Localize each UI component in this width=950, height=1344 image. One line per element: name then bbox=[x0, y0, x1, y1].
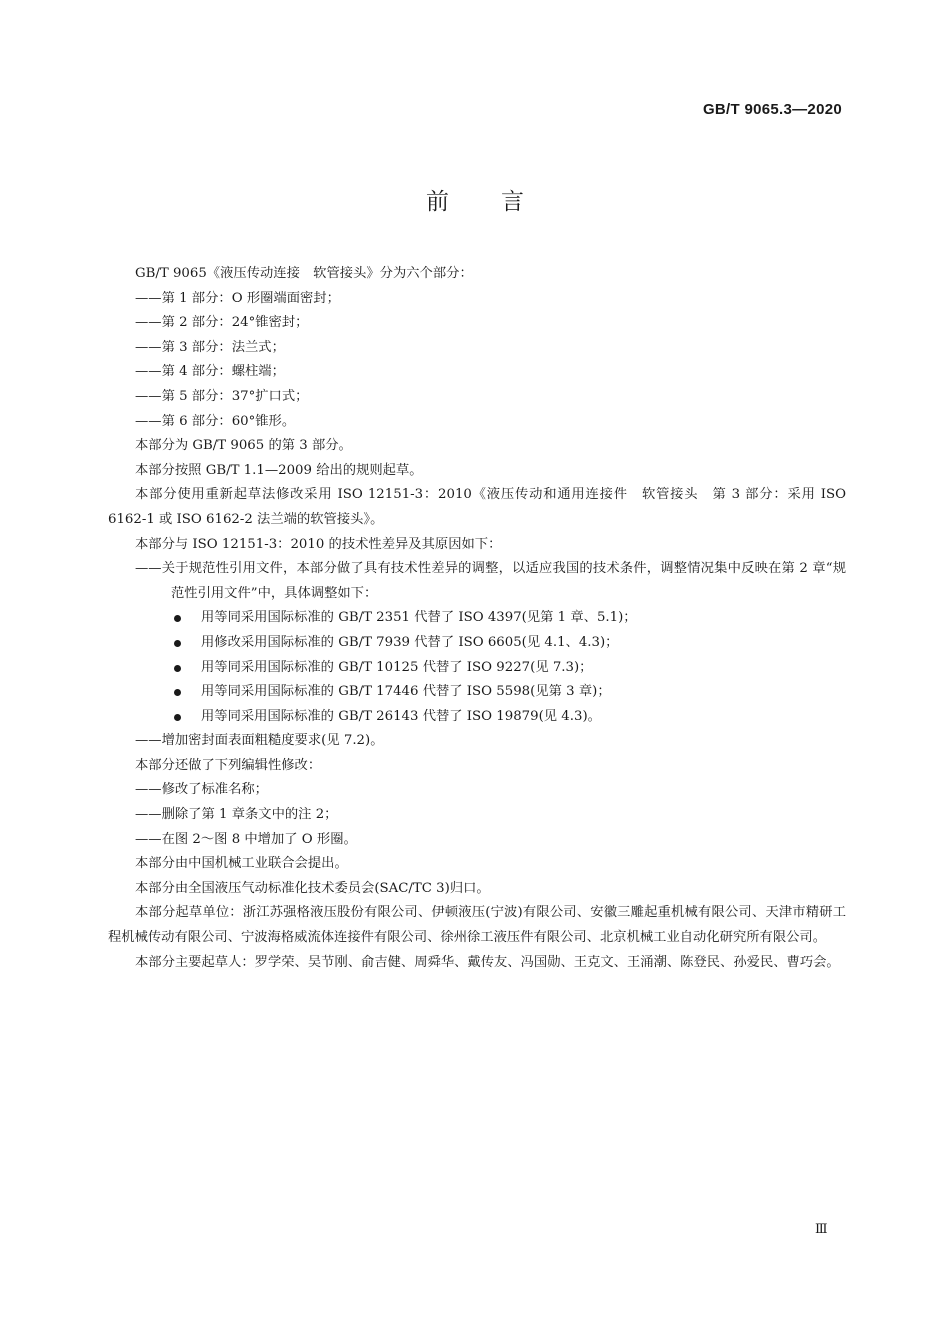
centralized-paragraph: 本部分由全国液压气动标准化技术委员会(SAC/TC 3)归口。 bbox=[135, 880, 490, 896]
adjust-bullet-text: 用等同采用国际标准的 GB/T 10125 代替了 ISO 9227(见 7.3)； bbox=[201, 659, 593, 675]
bullet-dot-icon bbox=[174, 689, 181, 696]
adjust-bullet bbox=[108, 631, 846, 656]
adjust-bullet-text: 用修改采用国际标准的 GB/T 7939 代替了 ISO 6605(见 4.1、4.3)； bbox=[201, 634, 619, 650]
differences-paragraph: 本部分与 ISO 12151-3：2010 的技术性差异及其原因如下： bbox=[135, 536, 502, 552]
part-list-item: ——第 6 部分：60°锥形。 bbox=[135, 413, 296, 429]
adoption-paragraph: 本部分使用重新起草法修改采用 ISO 12151-3：2010《液压传动和通用连接件 软管接头 第 3 部分：采用 ISO 6162-1 或 ISO 6162-2 法兰端的软管接头》。 bbox=[108, 487, 846, 527]
bullet-dot-icon bbox=[174, 665, 181, 672]
part-list-item: ——第 5 部分：37°扩口式； bbox=[135, 388, 309, 404]
adjust-bullet bbox=[108, 705, 846, 730]
edit-list-item: ——删除了第 1 章条文中的注 2； bbox=[135, 807, 338, 823]
page-title: 前言 bbox=[426, 189, 576, 215]
bullet-dot-icon bbox=[174, 714, 181, 721]
body-text bbox=[108, 262, 846, 975]
editorial-paragraph: 本部分还做了下列编辑性修改： bbox=[135, 757, 322, 773]
proposed-by-paragraph: 本部分由中国机械工业联合会提出。 bbox=[135, 856, 348, 872]
adjust-bullet-text: 用等同采用国际标准的 GB/T 2351 代替了 ISO 4397(见第 1 章、5.1)； bbox=[201, 610, 637, 626]
part-list-item: ——第 3 部分：法兰式； bbox=[135, 339, 285, 355]
document-code: GB/T 9065.3—2020 bbox=[702, 101, 842, 118]
adjust-bullet-text: 用等同采用国际标准的 GB/T 17446 代替了 ISO 5598(见第 3 章)； bbox=[201, 684, 611, 700]
intro-paragraph: GB/T 9065《液压传动连接 软管接头》分为六个部分： bbox=[135, 266, 473, 281]
bullet-dot-icon bbox=[174, 615, 181, 622]
roughness-item: ——增加密封面表面粗糙度要求(见 7.2)。 bbox=[135, 733, 384, 749]
part-list-item: ——第 1 部分：O 形圈端面密封； bbox=[135, 290, 340, 306]
edit-list-item: ——修改了标准名称； bbox=[135, 782, 268, 798]
edit-list-item: ——在图 2～图 8 中增加了 O 形圈。 bbox=[135, 831, 357, 847]
part-list-item: ——第 4 部分：螺柱端； bbox=[135, 364, 285, 380]
is-part-paragraph: 本部分为 GB/T 9065 的第 3 部分。 bbox=[135, 438, 352, 454]
drafting-units-paragraph: 本部分起草单位：浙江苏强格液压股份有限公司、伊顿液压(宁波)有限公司、安徽三雕起重机械有限公司、天津市精研工程机械传动有限公司、宁波海格威流体连接件有限公司、徐州徐工液压件有限公司、北京机械工业自动化研究所有限公司。 bbox=[108, 905, 846, 946]
bullet-dot-icon bbox=[174, 640, 181, 647]
adjust-bullet bbox=[108, 656, 846, 681]
drafters-paragraph: 本部分主要起草人：罗学荣、吴节刚、俞吉健、周舜华、戴传友、冯国勋、王克文、王涌潮、陈登民、孙爱民、曹巧会。 bbox=[135, 954, 840, 970]
page-number: Ⅲ bbox=[815, 1222, 828, 1237]
adjust-bullet-text: 用等同采用国际标准的 GB/T 26143 代替了 ISO 19879(见 4.3)。 bbox=[201, 708, 601, 724]
drafting-rules-paragraph: 本部分按照 GB/T 1.1—2009 给出的规则起草。 bbox=[135, 462, 423, 478]
adjust-bullet bbox=[108, 680, 846, 705]
reference-adjust-item: ——关于规范性引用文件，本部分做了具有技术性差异的调整，以适应我国的技术条件，调整情况集中反映在第 2 章“规范性引用文件”中，具体调整如下： bbox=[135, 561, 846, 601]
part-list-item: ——第 2 部分：24°锥密封； bbox=[135, 315, 309, 331]
adjust-bullet bbox=[108, 606, 846, 631]
